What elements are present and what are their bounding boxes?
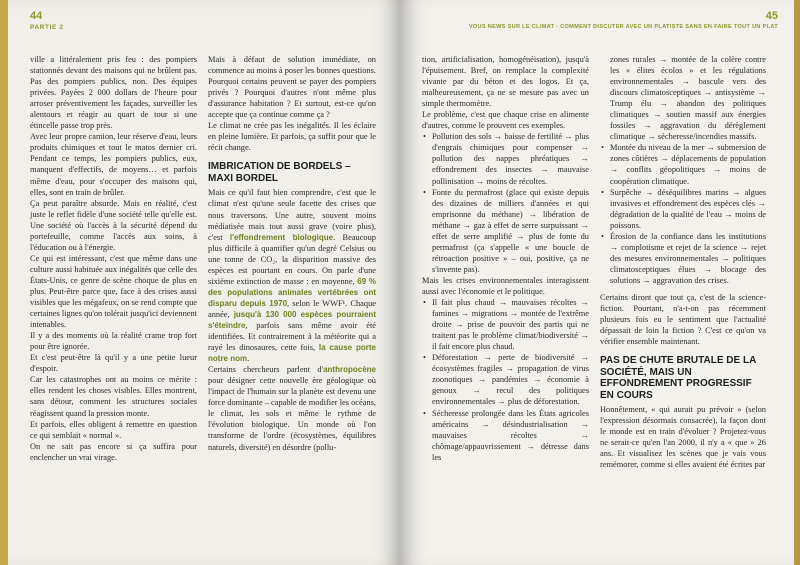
- right-page: [400, 0, 800, 565]
- paragraph: Et c'est peut-être là qu'il y a une petite lueur d'espoir.: [30, 353, 197, 374]
- right-column-1: [422, 54, 589, 463]
- text-run: pour désigner cette nouvelle ère géologique où l'impact de l'humain sur la planète est devenu une force dominante – capable de modifier les océans, le climat, les sols et même le rythme de l'évolution biologique. Un monde où l'on transforme de l'ordre (écosystèmes, équilibres naturels, diversité) en désordre (pollu-: [208, 376, 376, 452]
- running-head: VOUS NEWS SUR LE CLIMAT · COMMENT DISCUTER AVEC UN PLATISTE SANS EN FAIRE TOUT UN PLAT: [468, 24, 778, 30]
- paragraph: Il y a des moments où la réalité crame trop fort pour être ignorée.: [30, 331, 197, 352]
- highlight-text: jusqu'à 130 000 espèces pourraient s'éteindre: [208, 309, 376, 330]
- list-item: • Déforestation → perte de biodiversité → écosystèmes fragiles → propagation de virus zoonotiques → pandémies → économie à genoux → recul des politiques environnementales → plus de déforestation.: [422, 352, 589, 407]
- list-item: • Fonte du permafrost (glace qui existe depuis des dizaines de milliers d'années et qui emprisonne du méthane) → libération de méthane → gaz à effet de serre surpuissant → effet de serre amplifié → plus de fonte du permafrost (ça s'appelle « une boucle de rétroaction positive » – oui, positive, ça ne s'invente pas).: [422, 187, 589, 275]
- highlight-text: 69 % des populations animales vertébrées ont disparu depuis 1970: [208, 276, 377, 308]
- running-head: PARTIE 2: [30, 24, 64, 31]
- page-edge: [0, 0, 8, 565]
- page-edge: [794, 0, 800, 565]
- highlight-text: l'effondrement biologique: [229, 232, 334, 242]
- bullet-list: [600, 54, 766, 286]
- paragraph: Le problème, c'est que chaque crise en alimente d'autres, comme le prouvent ces exemples.: [422, 110, 589, 131]
- paragraph: tion, artificialisation, homogénéisation), jusqu'à l'épuisement. Bref, on remplace la complexité vivante par du béton et des logos. Et ça, malheureusement, ça ne se mesure pas avec un simple thermomètre.: [422, 55, 589, 109]
- page-number: 45: [765, 10, 778, 22]
- list-item: • Érosion de la confiance dans les institutions → complotisme et rejet de la science → rejet des mesures environnementales → politiques climatosceptiques élues → blocage des solutions → aggravation des crises.: [600, 231, 766, 286]
- paragraph: Ça peut paraître absurde. Mais en réalité, c'est juste le reflet fidèle d'une société telle qu'elle est. Une société où l'accès à la sécurité dépend du portefeuille, comme l'accès aux soins, à l'éducation ou à l'énergie.: [30, 198, 197, 252]
- left-column-1: [30, 54, 197, 463]
- paragraph: Mais à défaut de solution immédiate, on commence au moins à poser les bonnes questions.: [208, 55, 376, 76]
- text-run: .: [247, 354, 250, 364]
- text-run: , parfois sans même avoir été identifiées. Et contrairement à la météorite qui a rayé les dinosaures, cette fois,: [208, 320, 376, 353]
- paragraph: [208, 187, 376, 364]
- section-subheading: IMBRICATION DE BORDELS – MAXI BORDEL: [208, 161, 351, 184]
- paragraph: Car les catastrophes ont au moins ce mérite : elles rendent les choses visibles. Elles montrent, sans détour, comment les structures sociales réagissent quand la pression monte.: [30, 375, 197, 418]
- paragraph: Pourquoi certains peuvent se payer des pompiers privés ? Pourquoi d'autres n'ont même plus d'assurance habitation ? Et surtout, est-ce qu'on accepte que ça continue comme ça ?: [208, 77, 376, 120]
- section-subheading: PAS DE CHUTE BRUTALE DE LA SOCIÉTÉ, MAIS UN EFFONDREMENT PROGRESSIF EN COURS: [600, 355, 756, 401]
- bullet-list: [422, 297, 589, 463]
- paragraph: Et parfois, elles obligent à remettre en question ce qui semblait « normal ».: [30, 419, 197, 440]
- list-item: • Montée du niveau de la mer → submersion de zones côtières → déplacements de population → conflits géopolitiques → moins de coopération climatique.: [600, 142, 766, 186]
- list-item: • Sécheresse prolongée dans les États agricoles américains → désindustrialisation → mauvaises récoltes → chômage/appauvrissement → détresse dans les: [422, 408, 589, 463]
- paragraph: ville a littéralement pris feu : des pompiers stationnés devant des maisons qui ne brûlent pas. Pas des pompiers publics, non. Des équipes privées. Payées 2 000 dollars de l'heure pour arroser préventivement les façades, surveiller les alentours et réagir au quart de tour si une étincelle passe trop près.: [30, 55, 197, 131]
- left-column-2: [208, 54, 376, 453]
- paragraph: Mais les crises environnementales interagissent aussi avec l'économie et le politique.: [422, 275, 589, 296]
- paragraph: On ne sait pas encore si ça suffira pour enclencher un vrai virage.: [30, 441, 197, 462]
- text-run: Mais ce qu'il faut bien comprendre, c'est que le climat n'est qu'une seule facette des crises que nous traversons. Une autre, souvent moins médiatisée mais tout aussi grave (voire plus), c'est: [208, 188, 376, 242]
- paragraph: Le climat ne crée pas les inégalités. Il les éclaire en pleine lumière. Et parfois, ça suffit pour que le récit change.: [208, 121, 376, 153]
- list-item: • Il fait plus chaud → mauvaises récoltes → famines → migrations → montée de l'extrême droite → prise de pouvoir des partis qui ne traitent pas le problème climat/biodiversité → il fait encore plus chaud.: [422, 297, 589, 352]
- list-item: • Surpêche → déséquilibres marins → algues invasives et effondrement des espèces clés → dégradation de la qualité de l'eau → moins de poissons.: [600, 187, 766, 231]
- bullet-list: [422, 131, 589, 275]
- text-run: , selon le WWF¹. Chaque année,: [208, 298, 376, 319]
- paragraph: Certains diront que tout ça, c'est de la science-fiction. Pourtant, n'a-t-on pas récemment plusieurs fois eu le sentiment que l'actualité dépassait de loin la fiction ? C'est ce qu'on va vérifier ensemble maintenant.: [600, 292, 766, 347]
- page-number: 44: [30, 10, 43, 22]
- paragraph: [208, 364, 376, 452]
- highlight-text: anthropocène: [323, 365, 376, 375]
- text-run: . Beaucoup plus difficile à quantifier qu'un degré Celsius ou une tonne de CO₂, la disparition massive des espèces est pourtant en cours. On parle d'une sixième extinction de masse : en moyenne,: [208, 232, 376, 286]
- paragraph: Avec leur propre camion, leur réserve d'eau, leurs produits chimiques et tout le matos dernier cri. Pendant ce temps, les pompiers publics, eux, manquent d'effectifs, de moyens… et parfois même d'eau, pour s'occuper des maisons qui, elles, sont en train de brûler.: [30, 132, 197, 197]
- paragraph: Honnêtement, « qui aurait pu prévoir » (selon l'expression désormais consacrée), la façon dont le monde est en train d'évoluer ? Projetez-vous ne serait-ce qu'en l'an 2000, il n'y a « que » 26 ans. Et visualisez les scènes que je vais vous remémorer, comme si elles avaient été écrites par: [600, 405, 766, 470]
- text-run: Certains chercheurs parlent d': [208, 365, 324, 375]
- right-column-2: [600, 54, 766, 471]
- list-item-continued: zones rurales → montée de la colère contre les « élites écolos » et les régulations environnementales → bascule vers des discours climatosceptiques → antisystème → Trump élu → abandon des politiques climatiques → soutien massif aux énergies fossiles → aggravation du dérèglement climatique → sécheresse/incendies massifs.: [610, 55, 766, 142]
- paragraph: Ce qui est intéressant, c'est que même dans une culture aussi habituée aux inégalités que celle des États-Unis, ce genre de scène choque de plus en plus. Peut-être parce que, face à des crises aussi visibles que les mégafeux, on se rend compte que certaines lignes qu'on tolérait jusqu'ici deviennent intenables.: [30, 253, 197, 330]
- list-item: • Pollution des sols → baisse de fertilité → plus d'engrais chimiques pour compenser → pollution des nappes phréatiques → effondrement des insectes → mauvaise pollinisation → moins de récoltes.: [422, 131, 589, 186]
- highlight-text: la cause porte notre nom: [208, 343, 376, 364]
